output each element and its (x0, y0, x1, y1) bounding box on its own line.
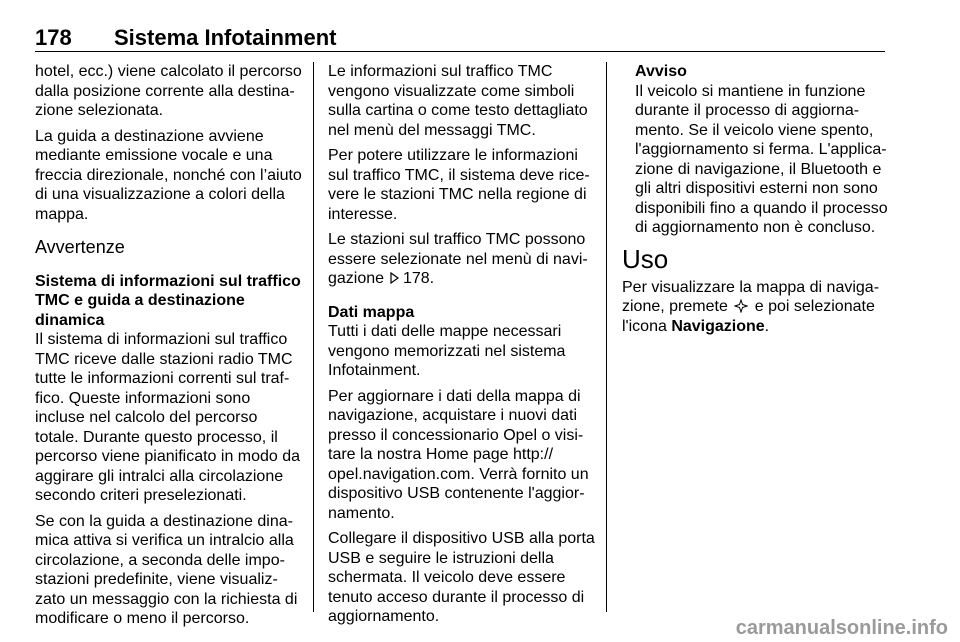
column-divider-2 (606, 62, 607, 612)
page-reference[interactable]: 178. (402, 270, 435, 287)
paragraph-text: Per visualizzare la mappa di naviga-zione, premete (622, 278, 880, 315)
paragraph-text: e poi selezionate l'icona (622, 298, 875, 335)
page-reference-arrow-icon (389, 272, 399, 284)
note-text: Il veicolo si mantiene in funzione durante il processo di aggiorna-mento. Se il veicolo viene spento, l'aggiornamento si ferma. L'applica-zione di navigazione, il Bluetooth e gli altri dispositivi esterni non sono disponibili fino a quando il processo di aggiornamento non è concluso. (635, 82, 888, 236)
header-rule (35, 51, 885, 52)
paragraph: Le informazioni sul traffico TMC vengono visualizzate come simboli sulla cartina o come testo dettagliato nel menù del messaggi TMC. (328, 63, 588, 139)
paragraph: Il sistema di informazioni sul traffico TMC riceve dalle stazioni radio TMC tutte le informazioni correnti sul traf-fico. Queste informazioni sono incluse nel calcolo del percorso totale. Durante questo processo, il percorso viene pianificato in modo da aggirare gli intralci alla circolazione secondo criteri preselezionati. (35, 331, 301, 504)
note-block (622, 62, 890, 238)
section-title: Sistema Infotainment (114, 25, 337, 50)
paragraph: Se con la guida a destinazione dina-mica attiva si verifica un intralcio alla circolazione, a seconda delle impo-stazioni predefinite, viene visualiz-zato un messaggio con la richiesta di modificare o meno il percorso. (35, 512, 298, 627)
subheading-dati-mappa: Dati mappa (328, 303, 415, 321)
heading-uso: Uso (622, 243, 669, 274)
navigation-icon (734, 299, 748, 313)
paragraph: La guida a destinazione avviene mediante emissione vocale e una freccia direzionale, nonché con l’aiuto di una visualizzazione a colori della mappa. (35, 127, 302, 223)
paragraph-text: . (764, 317, 770, 335)
paragraph (328, 230, 596, 289)
column-1 (35, 62, 303, 635)
paragraph: Tutti i dati delle mappe necessari vengono memorizzati nel sistema Infotainment. (328, 323, 566, 379)
paragraph: Per potere utilizzare le informazioni sul traffico TMC, il sistema deve rice-vere le stazioni TMC nella regione di interesse. (328, 147, 590, 223)
paragraph-text: Le stazioni sul traffico TMC possono essere selezionate nel menù di navi-gazione (328, 231, 588, 287)
subheading-tmc: Sistema di informazioni sul traffico TMC e guida a destinazione dinamica (35, 272, 301, 329)
paragraph (622, 278, 890, 337)
paragraph: Per aggiornare i dati della mappa di navigazione, acquistare i nuovi dati presso il concessionario Opel o visi-tare la nostra Home page http:// opel.navigation.com. Verrà fornito un dispositivo USB contenente l'aggior-namento. (328, 387, 589, 522)
column-3 (622, 62, 890, 342)
paragraph: hotel, ecc.) viene calcolato il percorso dalla posizione corrente alla destina-zione selezionata. (35, 63, 302, 119)
note-label: Avviso (635, 63, 687, 80)
navigation-label: Navigazione (671, 317, 765, 335)
page-number: 178 (35, 25, 72, 50)
heading-avvertenze: Avvertenze (35, 237, 125, 257)
paragraph: Collegare il dispositivo USB alla porta USB e seguire le istruzioni della schermata. Il veicolo deve essere tenuto acceso durante il processo di aggiornamento. (328, 530, 595, 625)
column-divider-1 (313, 62, 314, 612)
column-2 (328, 62, 596, 633)
watermark: carmanualsonline.info (735, 617, 948, 639)
